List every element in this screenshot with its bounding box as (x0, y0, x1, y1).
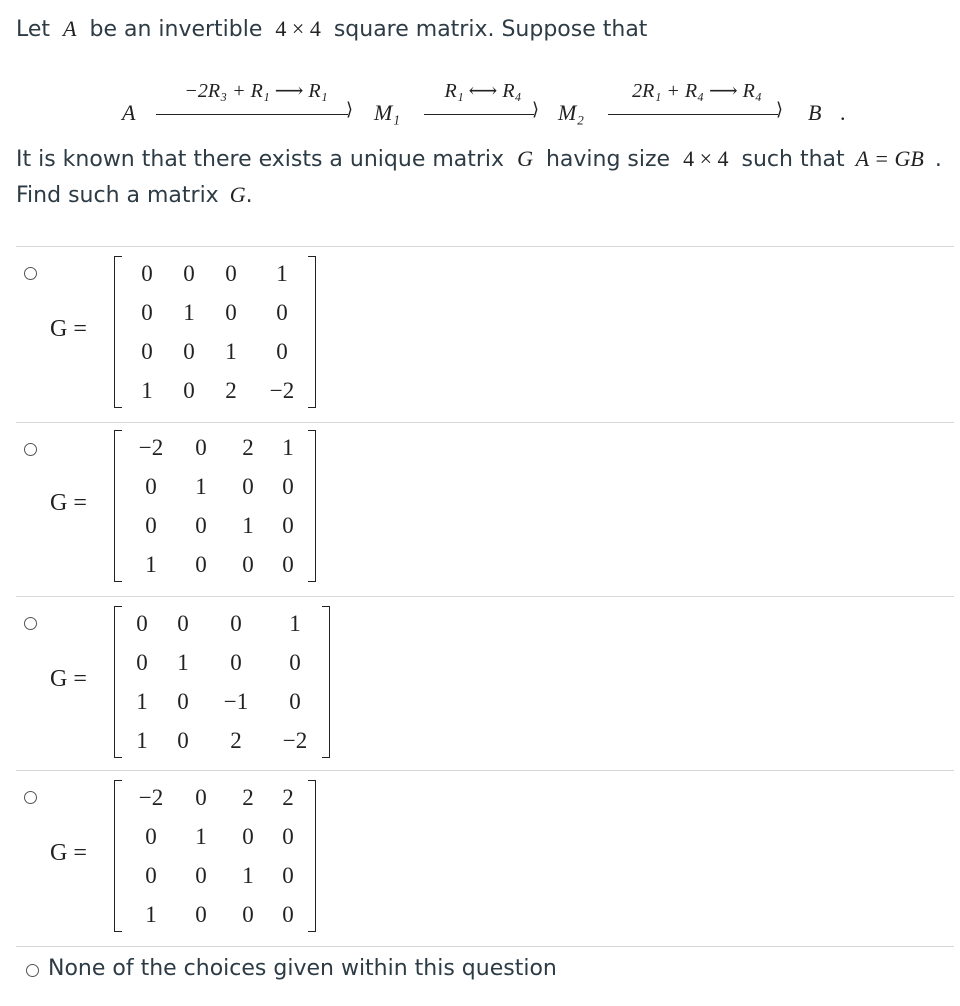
divider (16, 770, 954, 771)
matrix-cell: 0 (177, 688, 189, 714)
matrix-cell: 2 (225, 377, 237, 403)
intro-var-a: A (63, 16, 77, 41)
intro-text-a: Let (16, 17, 51, 42)
matrix-cell: 0 (177, 727, 189, 753)
matrix-cell: 0 (282, 862, 294, 888)
option-4-matrix (114, 780, 316, 932)
option-1-radio[interactable] (24, 267, 37, 280)
matrix-cell: 0 (282, 551, 294, 577)
known-text-b: having size (545, 147, 671, 172)
matrix-cell: 1 (289, 610, 301, 636)
option-2-matrix (114, 430, 316, 582)
option-3-matrix (114, 606, 330, 758)
matrix-cell: 1 (282, 434, 294, 460)
matrix-cell: 0 (183, 338, 195, 364)
matrix-cell: 0 (141, 338, 153, 364)
divider (16, 946, 954, 947)
matrix-cell: 1 (136, 727, 148, 753)
matrix-cell: 2 (282, 784, 294, 810)
matrix-cell: 0 (195, 862, 207, 888)
known-size: 4 × 4 (683, 146, 729, 171)
option-2-label: G = (50, 490, 87, 516)
chain-matrix-b: B (808, 100, 822, 125)
option-3-label: G = (50, 666, 87, 692)
matrix-cell: 0 (282, 901, 294, 927)
matrix-cell: 0 (145, 862, 157, 888)
matrix-cell: 1 (177, 649, 189, 675)
matrix-cell: 0 (195, 512, 207, 538)
matrix-cell: −1 (223, 688, 249, 714)
matrix-cell: 1 (242, 512, 254, 538)
matrix-cell: 0 (242, 901, 254, 927)
matrix-cell: 1 (145, 901, 157, 927)
option-2-radio[interactable] (24, 443, 37, 456)
chain-end-dot: . (840, 100, 846, 125)
known-line (16, 146, 942, 172)
matrix-cell: 0 (225, 260, 237, 286)
known-text-c: such that (741, 147, 845, 172)
matrix-cell: 0 (141, 299, 153, 325)
matrix-cell: 0 (242, 823, 254, 849)
divider (16, 246, 954, 247)
matrix-cell: 0 (145, 512, 157, 538)
option-1-label: G = (50, 316, 87, 342)
option-4-radio[interactable] (24, 791, 37, 804)
matrix-cell: 1 (242, 862, 254, 888)
matrix-cell: 0 (225, 299, 237, 325)
find-var-g: G (229, 182, 246, 207)
matrix-cell: 0 (136, 649, 148, 675)
known-dot: . (934, 147, 942, 172)
matrix-cell: 1 (225, 338, 237, 364)
option-1-matrix (114, 256, 316, 408)
matrix-cell: 0 (195, 551, 207, 577)
matrix-cell: 1 (141, 377, 153, 403)
divider (16, 596, 954, 597)
matrix-cell: 2 (242, 784, 254, 810)
matrix-cell: 0 (141, 260, 153, 286)
matrix-cell: −2 (269, 377, 295, 403)
intro-size: 4 × 4 (275, 16, 321, 41)
matrix-cell: 1 (145, 551, 157, 577)
matrix-cell: 1 (195, 823, 207, 849)
matrix-cell: 0 (177, 610, 189, 636)
intro-text-c: square matrix. Suppose that (333, 17, 648, 42)
matrix-cell: 0 (242, 473, 254, 499)
find-dot: . (245, 183, 253, 208)
known-var-g: G (517, 146, 533, 171)
find-text: Find such a matrix (16, 183, 219, 208)
matrix-cell: 0 (230, 649, 242, 675)
chain-matrix-m1: M₁ (374, 100, 400, 125)
matrix-cell: 0 (282, 512, 294, 538)
option-4-label: G = (50, 840, 87, 866)
matrix-cell: 1 (136, 688, 148, 714)
option-none-label[interactable]: None of the choices given within this question (48, 956, 557, 981)
matrix-cell: −2 (138, 434, 164, 460)
known-equation: A = GB (855, 146, 924, 171)
known-text-a: It is known that there exists a unique matrix (16, 147, 505, 172)
chain-step3-label: 2R₁ + R₄ ⟶ R₄ (632, 80, 762, 102)
divider (16, 422, 954, 423)
matrix-cell: 2 (230, 727, 242, 753)
matrix-cell: 1 (195, 473, 207, 499)
matrix-cell: 0 (136, 610, 148, 636)
matrix-cell: 0 (145, 473, 157, 499)
matrix-cell: 0 (195, 434, 207, 460)
chain-arrow-3 (608, 78, 786, 103)
matrix-cell: 1 (276, 260, 288, 286)
matrix-cell: 0 (230, 610, 242, 636)
matrix-cell: 0 (276, 299, 288, 325)
matrix-cell: 0 (195, 901, 207, 927)
chain-matrix-m2: M₂ (558, 100, 584, 125)
matrix-cell: 0 (276, 338, 288, 364)
matrix-cell: 0 (289, 688, 301, 714)
matrix-cell: 0 (289, 649, 301, 675)
matrix-cell: 0 (145, 823, 157, 849)
matrix-cell: −2 (282, 727, 308, 753)
intro-line (16, 16, 647, 42)
option-3-radio[interactable] (24, 617, 37, 630)
matrix-cell: 0 (183, 260, 195, 286)
matrix-cell: 0 (195, 784, 207, 810)
matrix-cell: 1 (183, 299, 195, 325)
matrix-cell: 2 (242, 434, 254, 460)
chain-step2-label: R₁ ⟷ R₄ (444, 80, 522, 102)
matrix-cell: 0 (282, 823, 294, 849)
matrix-cell: −2 (138, 784, 164, 810)
chain-matrix-a: A (122, 100, 136, 125)
find-line (16, 182, 253, 208)
chain-step1-label: −2R₃ + R₁ ⟶ R₁ (184, 80, 328, 102)
option-none-radio[interactable] (26, 964, 39, 977)
chain-arrow-1 (156, 78, 356, 103)
intro-text-b: be an invertible (89, 17, 263, 42)
chain-arrow-2 (424, 78, 542, 103)
matrix-cell: 0 (242, 551, 254, 577)
matrix-cell: 0 (282, 473, 294, 499)
matrix-cell: 0 (183, 377, 195, 403)
